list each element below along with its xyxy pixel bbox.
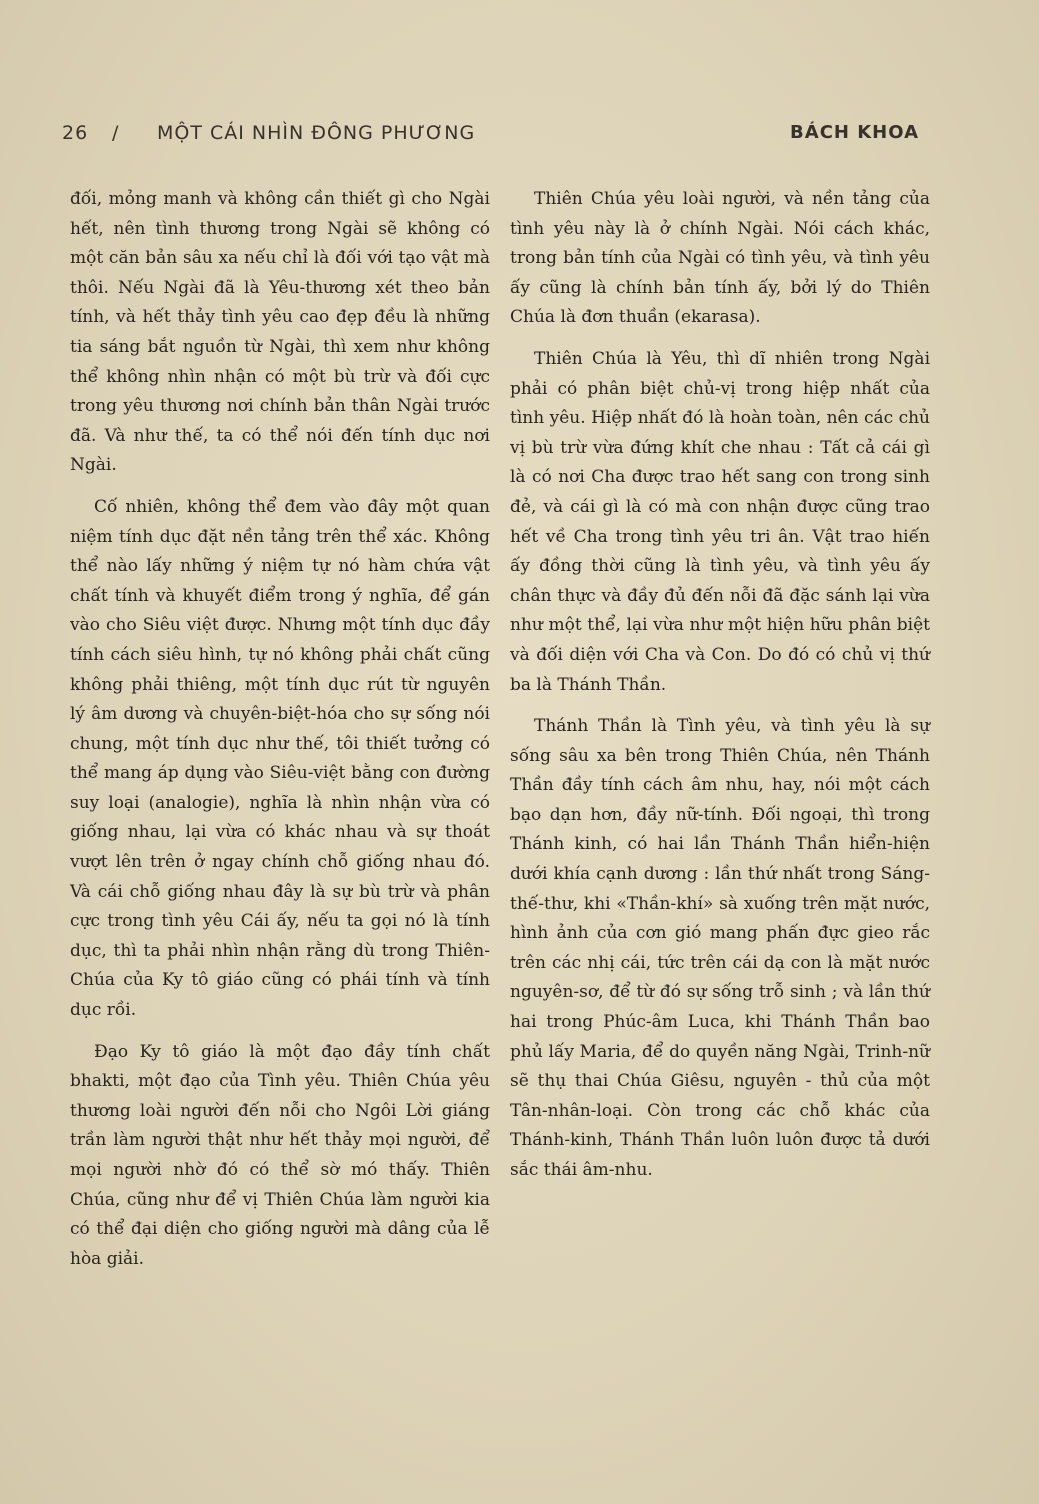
paragraph: Thiên Chúa yêu loài người, và nền tảng của tình yêu này là ở chính Ngài. Nói cách khác, trong bản tính của Ngài có tình yêu, và tình yêu ấy cũng là chính bản tính ấy, bởi lý do Thiên Chúa là đơn thuần (ekarasa).	[510, 189, 930, 328]
paragraph: Cố nhiên, không thể đem vào đây một quan niệm tính dục đặt nền tảng trên thể xác. Không thể nào lấy những ý niệm tự nó hàm chứa vật chất tính và khuyết điểm trong ý nghĩa, để gán vào cho Siêu việt được. Nhưng một tính dục đầy tính cách siêu hình, tự nó không phải chất cũng không phải thiêng, một tính dục rút từ nguyên lý âm dương và chuyên-biệt-hóa cho sự sống nói chung, một tính dục như thế, tôi thiết tưởng có thể mang áp dụng vào Siêu-việt bằng con đường suy loại (analogie), nghĩa là nhìn nhận vừa có giống nhau, lại vừa có khác nhau và sự thoát vượt lên trên ở ngay chính chỗ giống nhau đó. Và cái chỗ giống nhau đây là sự bù trừ và phân cực trong tình yêu Cái ấy, nếu ta gọi nó là tính dục, thì ta phải nhìn nhận rằng dù trong Thiên-Chúa của Ky tô giáo cũng có phái tính và tính dục rồi.	[70, 496, 490, 1021]
page-number: 26	[62, 122, 89, 144]
header-separator: /	[112, 122, 120, 144]
left-column	[70, 185, 490, 1286]
paragraph: Thiên Chúa là Yêu, thì dĩ nhiên trong Ngài phải có phân biệt chủ-vị trong hiệp nhất của tình yêu. Hiệp nhất đó là hoàn toàn, nên các chủ vị bù trừ vừa đứng khít che nhau : Tất cả cái gì là có nơi Cha được trao hết sang con trong sinh đẻ, và cái gì là có mà con nhận được cũng trao hết về Cha trong tình yêu tri ân. Vật trao hiến ấy đồng thời cũng là tình yêu, và tình yêu ấy chân thực và đầy đủ đến nỗi đã đặc sánh lại vừa như một thể, lại vừa như một hiện hữu phân biệt và đối diện với Cha và Con. Do đó có chủ vị thứ ba là Thánh Thần.	[510, 348, 930, 695]
right-column	[510, 185, 930, 1198]
paragraph: đối, mỏng manh và không cần thiết gì cho Ngài hết, nên tình thương trong Ngài sẽ không có một căn bản sâu xa nếu chỉ là đối với tạo vật mà thôi. Nếu Ngài đã là Yêu-thương xét theo bản tính, và hết thảy tình yêu cao đẹp đều là những tia sáng bắt nguồn từ Ngài, thì xem như không thể không nhìn nhận có một bù trừ và đối cực trong yêu thương nơi chính bản thân Ngài trước đã. Và như thế, ta có thể nói đến tính dục nơi Ngài.	[70, 189, 490, 476]
journal-name: BÁCH KHOA	[790, 122, 919, 143]
paragraph: Thánh Thần là Tình yêu, và tình yêu là sự sống sâu xa bên trong Thiên Chúa, nên Thánh Thần đầy tính cách âm nhu, hay, nói một cách bạo dạn hơn, đầy nữ-tính. Đối ngoại, thì trong Thánh kinh, có hai lần Thánh Thần hiển-hiện dưới khía cạnh dương : lần thứ nhất trong Sáng-thế-thư, khi «Thần-khí» sà xuống trên mặt nước, hình ảnh của cơn gió mang phấn đực gieo rắc trên các nhị cái, tức trên cái dạ con là mặt nước nguyên-sơ, để từ đó sự sống trỗ sinh ; và lần thứ hai trong Phúc-âm Luca, khi Thánh Thần bao phủ lấy Maria, để do quyền năng Ngài, Trinh-nữ sẽ thụ thai Chúa Giêsu, nguyên - thủ của một Tân-nhân-loại. Còn trong các chỗ khác của Thánh-kinh, Thánh Thần luôn luôn được tả dưới sắc thái âm-nhu.	[510, 716, 930, 1180]
paragraph: Đạo Ky tô giáo là một đạo đầy tính chất bhakti, một đạo của Tình yêu. Thiên Chúa yêu thương loài người đến nỗi cho Ngôi Lời giáng trần làm người thật như hết thảy mọi người, để mọi người nhờ đó có thể sờ mó thấy. Thiên Chúa, cũng như để vị Thiên Chúa làm người kia có thể đại diện cho giống người mà dâng của lễ hòa giải.	[70, 1041, 490, 1269]
running-header	[62, 122, 919, 152]
article-title: MỘT CÁI NHÌN ĐÔNG PHƯƠNG	[157, 122, 476, 144]
